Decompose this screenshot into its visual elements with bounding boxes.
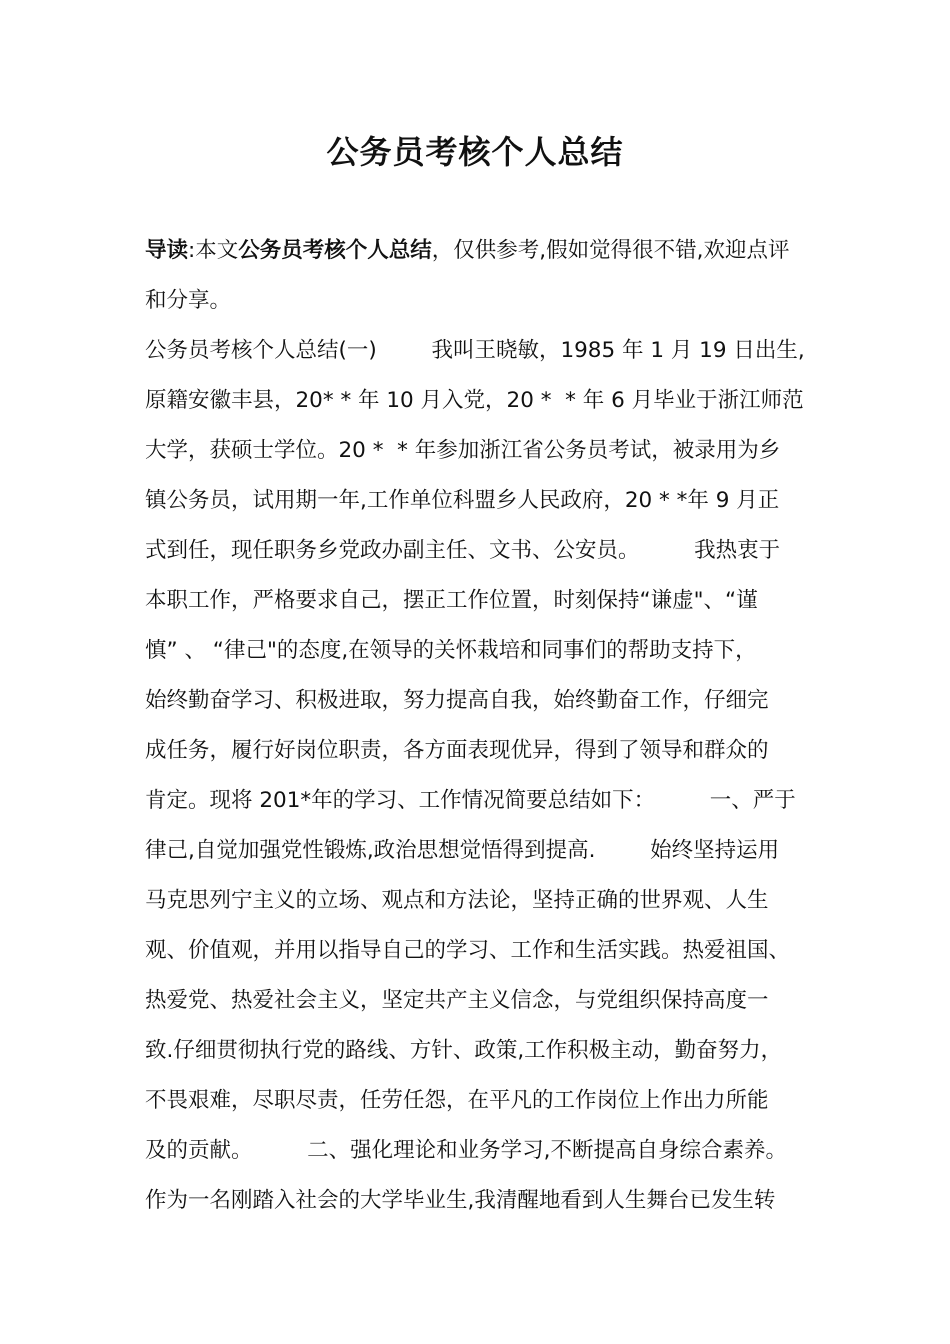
- text-line: 热爱党、热爱社会主义，坚定共产主义信念，与党组织保持高度一: [145, 988, 769, 1013]
- text-line: 致.仔细贯彻执行党的路线、方针、政策,工作积极主动，勤奋努力，: [145, 1038, 783, 1063]
- text-line: 律己,自觉加强党性锻炼,政治思想觉悟得到提高. 始终坚持运用: [145, 838, 780, 863]
- text-line: 公务员考核个人总结(一) 我叫王晓敏，1985 年 1 月 19 日出生,: [145, 338, 805, 363]
- text-line: 慎” 、 “律己"的态度,在领导的关怀栽培和同事们的帮助支持下，: [145, 638, 757, 663]
- text-line: 原籍安徽丰县，20* * 年 10 月入党，20 * * 年 6 月毕业于浙江师范: [145, 388, 804, 413]
- document-body: [145, 228, 835, 1228]
- text-line: 马克思列宁主义的立场、观点和方法论，坚持正确的世界观、人生: [145, 888, 769, 913]
- intro-suffix: ，仅供参考,假如觉得很不错,欢迎点评: [431, 238, 790, 263]
- intro-prefix: :本文: [188, 238, 239, 263]
- text-line: 镇公务员，试用期一年,工作单位科盟乡人民政府，20 * *年 9 月正: [145, 488, 780, 513]
- document-title: 公务员考核个人总结: [326, 133, 624, 171]
- intro-label: 导读: [145, 238, 189, 263]
- text-line: 大学，获硕士学位。20 * * 年参加浙江省公务员考试，被录用为乡: [145, 438, 781, 463]
- intro-bold-title: 公务员考核个人总结: [238, 238, 432, 263]
- intro-line: [145, 228, 835, 278]
- text-line: 作为一名刚踏入社会的大学毕业生,我清醒地看到人生舞台已发生转: [145, 1188, 776, 1213]
- text-line: 式到任，现任职务乡党政办副主任、文书、公安员。 我热衷于: [145, 538, 781, 563]
- text-line: 及的贡献。 二、强化理论和业务学习,不断提高自身综合素养。: [145, 1138, 788, 1163]
- text-line: 和分享。: [145, 288, 232, 313]
- text-line: 成任务，履行好岗位职责，各方面表现优异，得到了领导和群众的: [145, 738, 769, 763]
- text-line: 肯定。现将 201*年的学习、工作情况简要总结如下： 一、严于: [145, 788, 796, 813]
- text-line: 不畏艰难，尽职尽责，任劳任怨，在平凡的工作岗位上作出力所能: [145, 1088, 769, 1113]
- text-line: 始终勤奋学习、积极进取，努力提高自我，始终勤奋工作，仔细完: [145, 688, 769, 713]
- text-line: 观、价值观，并用以指导自己的学习、工作和生活实践。热爱祖国、: [145, 938, 791, 963]
- text-line: 本职工作，严格要求自己，摆正工作位置，时刻保持“谦虚"、“谨: [145, 588, 758, 613]
